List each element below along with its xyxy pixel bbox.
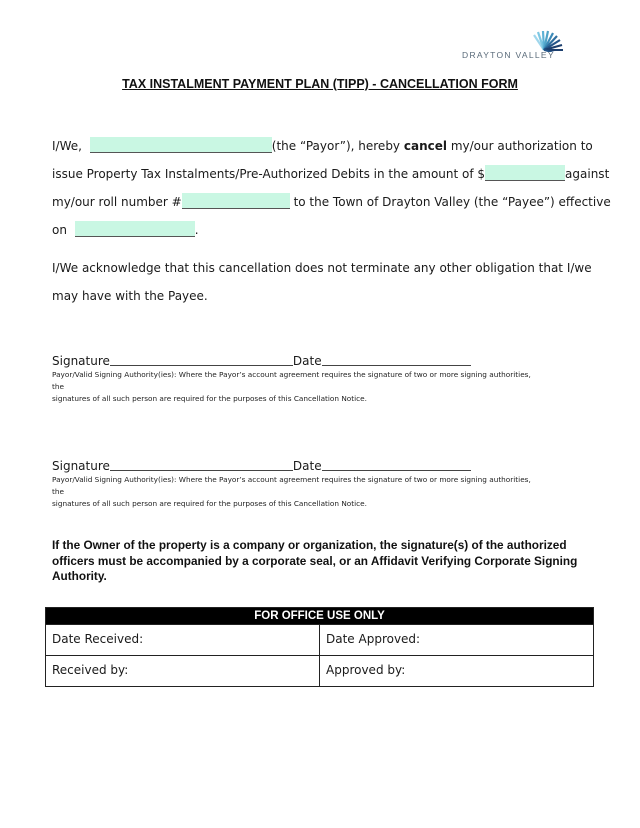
received-by-cell[interactable]: Received by: (52, 663, 129, 677)
amount-field[interactable] (485, 165, 565, 181)
signature-label: Signature (52, 459, 110, 473)
date-label: Date (292, 459, 322, 473)
acknowledge-line-1: I/We acknowledge that this cancellation does not terminate any other obligation that I/we (52, 261, 592, 275)
town-text: to the Town of Drayton Valley (the “Payee”) effective (293, 195, 611, 209)
payor-text: (the “Payor”), hereby (271, 139, 401, 153)
amount-line (52, 165, 609, 181)
effective-date-line (52, 221, 199, 237)
date-field-2[interactable] (322, 458, 471, 471)
roll-number-field[interactable] (182, 193, 290, 209)
signature-row-1 (52, 353, 471, 368)
against-text: against (565, 167, 610, 181)
iwe-label: I/We, (52, 139, 82, 153)
date-label: Date (292, 354, 322, 368)
note-line: the (52, 487, 64, 496)
payor-name-field[interactable] (90, 137, 272, 153)
acknowledge-line-2: may have with the Payee. (52, 289, 208, 303)
note-line: Payor/Valid Signing Authority(ies): Where the Payor’s account agreement requires the signature of two or more signing authorities, (52, 370, 531, 379)
payor-line (52, 137, 593, 153)
drayton-valley-logo (458, 26, 582, 70)
approved-by-cell[interactable]: Approved by: (319, 656, 593, 686)
effective-date-field[interactable] (75, 221, 195, 237)
roll-number-text: my/our roll number # (52, 195, 182, 209)
note-line: Payor/Valid Signing Authority(ies): Where the Payor’s account agreement requires the signature of two or more signing authorities, (52, 475, 531, 484)
note-line: signatures of all such person are required for the purposes of this Cancellation Notice. (52, 394, 367, 403)
signing-authority-note-2 (52, 474, 592, 510)
office-use-header: FOR OFFICE USE ONLY (46, 608, 593, 624)
date-received-cell[interactable]: Date Received: (52, 632, 144, 646)
date-approved-cell[interactable]: Date Approved: (319, 625, 593, 655)
logo-wordmark: DRAYTON VALLEY (462, 50, 555, 60)
corporate-seal-note: If the Owner of the property is a company or organization, the signature(s) of the authorized officers must be accompanied by a corporate seal, or an Affidavit Verifying Corporate Signing Authority. (52, 538, 578, 583)
office-row-dates (46, 624, 593, 655)
note-line: signatures of all such person are required for the purposes of this Cancellation Notice. (52, 499, 367, 508)
signature-row-2 (52, 458, 471, 473)
signature-label: Signature (52, 354, 110, 368)
form-title: TAX INSTALMENT PAYMENT PLAN (TIPP) - CANCELLATION FORM (122, 77, 518, 91)
note-line: the (52, 382, 64, 391)
office-row-people (46, 655, 593, 686)
authorization-text: my/our authorization to (450, 139, 593, 153)
on-text: on (52, 223, 67, 237)
roll-number-line (52, 193, 611, 209)
signature-field-1[interactable] (110, 353, 293, 366)
date-field-1[interactable] (322, 353, 471, 366)
signing-authority-note-1 (52, 369, 592, 405)
amount-text: issue Property Tax Instalments/Pre-Authorized Debits in the amount of $ (52, 167, 486, 181)
signature-field-2[interactable] (110, 458, 293, 471)
office-use-table (45, 607, 594, 687)
cancel-word: cancel (403, 139, 447, 153)
logo-swirl-icon (458, 26, 582, 52)
period-text: . (194, 223, 199, 237)
